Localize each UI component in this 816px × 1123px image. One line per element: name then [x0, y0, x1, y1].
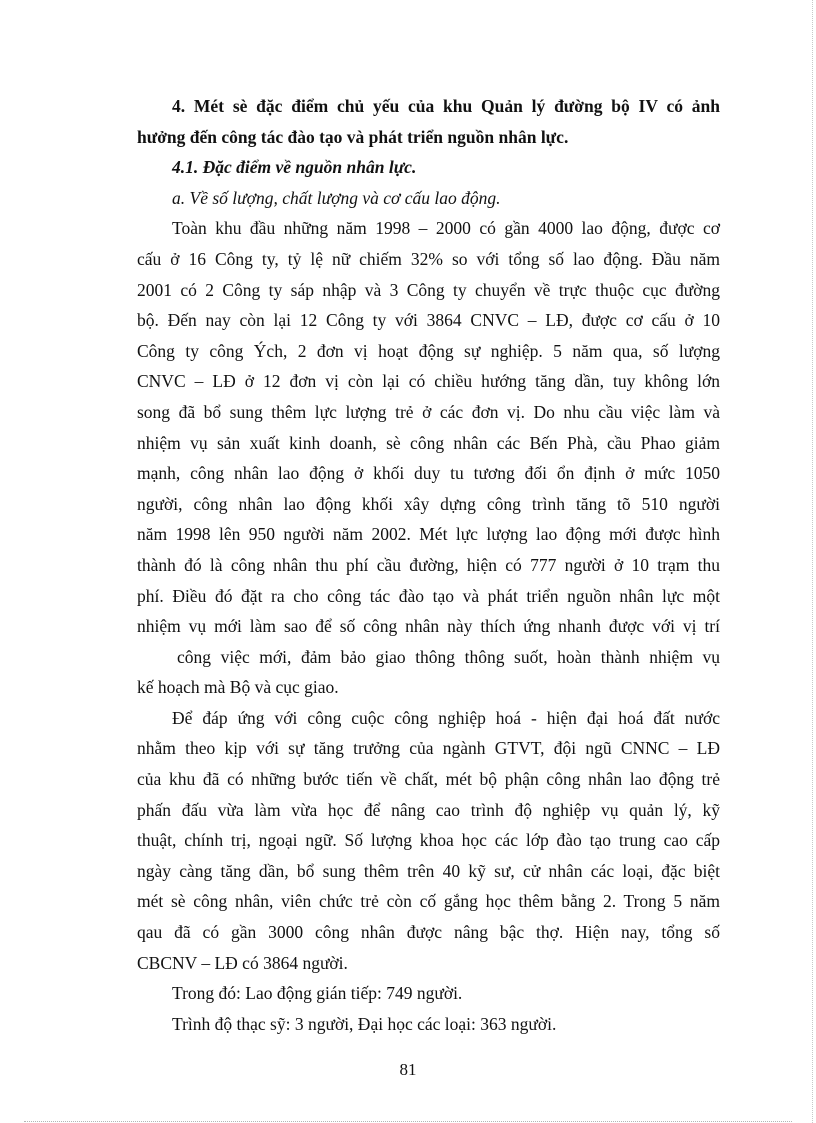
page-number: 81: [399, 1060, 417, 1079]
paragraph-development: [137, 703, 720, 978]
paragraph-line: qau đã có gần 3000 công nhân được nâng bậc thợ. Hiện nay, tổng số: [137, 922, 720, 943]
education-level-line: Trình độ thạc sỹ: 3 người, Đại học các loại: 363 người.: [172, 1013, 557, 1034]
paragraph-line: cấu ở 16 Công ty, tỷ lệ nữ chiếm 32% so với tổng số lao động. Đầu năm: [137, 248, 720, 269]
paragraph-line: CBCNV – LĐ có 3864 người.: [137, 952, 348, 973]
paragraph-line: người, công nhân lao động khối xây dựng công trình tăng tõ 510 người: [137, 493, 720, 514]
paragraph-line: nhiệm vụ sản xuất kinh doanh, sè công nhân các Bến Phà, cầu Phao giảm: [137, 432, 720, 453]
paragraph-line: CNVC – LĐ ở 12 đơn vị còn lại có chiều hướng tăng dần, tuy không lớn: [137, 371, 720, 392]
paragraph-line: nhiệm vụ mới làm sao để số công nhân này thích ứng nhanh được với vị trí: [137, 616, 720, 637]
subsection-heading: 4.1. Đặc điểm về nguồn nhân lực.: [172, 157, 417, 178]
section-heading-line-2: hưởng đến công tác đào tạo và phát triển nguồn nhân lực.: [137, 126, 569, 147]
page-bottom-divider: [24, 1121, 792, 1122]
paragraph-line: thành đó là công nhân thu phí cầu đường, hiện có 777 người ở 10 trạm thu: [137, 554, 720, 575]
paragraph-line: Toàn khu đầu những năm 1998 – 2000 có gần 4000 lao động, được cơ: [172, 218, 720, 239]
paragraph-workforce: [137, 213, 720, 703]
paragraph-line: Công ty công Ých, 2 đơn vị hoạt động sự nghiệp. 5 năm qua, số lượng: [137, 340, 720, 361]
paragraph-line: bộ. Đến nay còn lại 12 Công ty với 3864 CNVC – LĐ, được cơ cấu ở 10: [137, 310, 720, 331]
paragraph-line: năm 1998 lên 950 người năm 2002. Mét lực lượng lao động mới được hình: [137, 524, 720, 545]
paragraph-line: của khu đã có những bước tiến về chất, mét bộ phận công nhân lao động trẻ: [137, 769, 720, 790]
paragraph-line: nhằm theo kịp với sự tăng trưởng của ngành GTVT, đội ngũ CNNC – LĐ: [137, 738, 720, 759]
indirect-labor-line: Trong đó: Lao động gián tiếp: 749 người.: [172, 983, 463, 1004]
paragraph-line: thuật, chính trị, ngoại ngữ. Số lượng khoa học các lớp đào tạo trung cao cấp: [137, 830, 720, 851]
paragraph-line: song đã bổ sung thêm lực lượng trẻ ở các đơn vị. Do nhu cầu việc làm và: [137, 401, 720, 422]
paragraph-line: công việc mới, đảm bảo giao thông thông suốt, hoàn thành nhiệm vụ: [177, 646, 720, 667]
paragraph-line: mạnh, công nhân lao động ở khối duy tu tương đối ổn định ở mức 1050: [137, 463, 720, 484]
text-body: [137, 91, 720, 1039]
section-heading-line-1: 4. Mét sè đặc điểm chủ yếu của khu Quản lý đường bộ IV có ảnh: [172, 96, 720, 116]
paragraph-line: mét sè công nhân, viên chức trẻ còn cố gắng học thêm bằng 2. Trong 5 năm: [137, 891, 720, 912]
page-right-divider: [812, 0, 813, 1123]
paragraph-line: kế hoạch mà Bộ và cục giao.: [137, 677, 339, 698]
paragraph-line: ngày càng tăng dần, bổ sung thêm trên 40 kỹ sư, cử nhân các loại, đặc biệt: [137, 860, 720, 881]
subsection-title: a. Về số lượng, chất lượng và cơ cấu lao động.: [172, 187, 501, 208]
paragraph-line: phí. Điều đó đặt ra cho công tác đào tạo và phát triển nguồn nhân lực một: [137, 585, 720, 606]
paragraph-line: phấn đấu vừa làm vừa học để nâng cao trình độ nghiệp vụ quản lý, kỹ: [137, 799, 720, 820]
paragraph-line: Để đáp ứng với công cuộc công nghiệp hoá - hiện đại hoá đất nước: [172, 707, 720, 728]
paragraph-line: 2001 có 2 Công ty sáp nhập và 3 Công ty chuyển về trực thuộc cục đường: [137, 279, 720, 300]
